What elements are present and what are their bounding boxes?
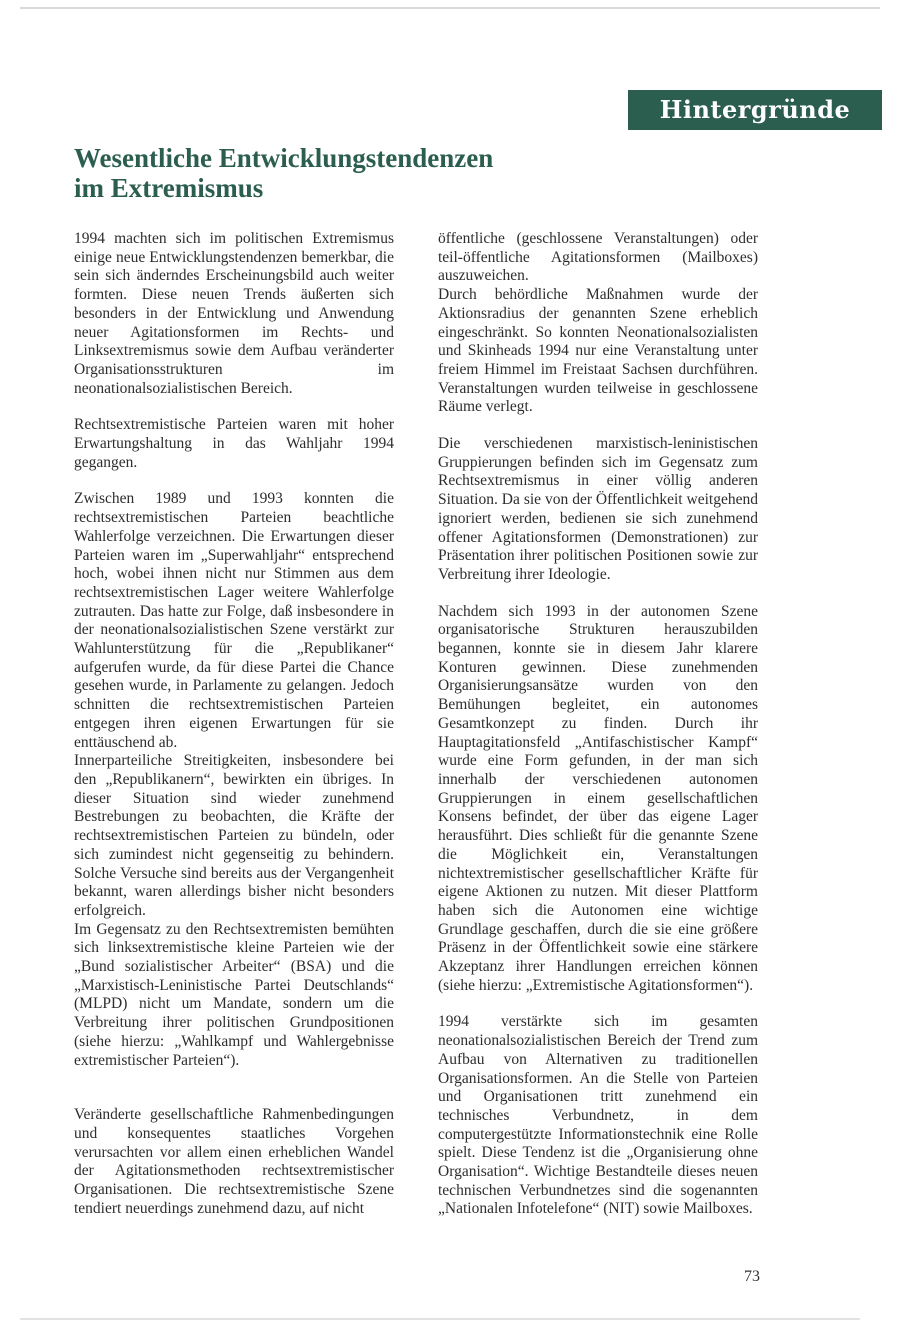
section-label: Hintergründe [628, 90, 882, 130]
paragraph: Durch behördliche Maßnahmen wurde der Aktionsradius der genannten Szene erheblich eingeschränkt. So konnten Neonationalsozialisten und Skinheads 1994 nur eine Veranstaltung unter freiem Himmel im Freistaat Sachsen durchführen. Veranstaltungen wurden teilweise in geschlossene Räume verlegt. [438, 286, 758, 416]
paragraph: Die verschiedenen marxistisch-leninistischen Gruppierungen befinden sich im Gegensatz zum Rechtsextremismus in einer völlig anderen Situation. Da sie von der Öffentlichkeit weitgehend ignoriert werden, bedienen sie sich zunehmend offener Agitationsformen (Demonstrationen) zur Präsentation ihrer politischen Positionen sowie zur Verbreitung ihrer Ideologie. [438, 435, 758, 583]
paragraph: Innerparteiliche Streitigkeiten, insbesondere bei den „Republikanern“, bewirkten ein übriges. In dieser Situation sind wieder zunehmend Bestrebungen zu beobachten, die Kräfte der rechtsextremistischen Parteien zu bündeln, oder sich zumindest nicht gegenseitig zu behindern. Solche Versuche sind bereits aus der Vergangenheit bekannt, waren allerdings bisher nicht besonders erfolgreich. [74, 752, 394, 919]
paragraph: Nachdem sich 1993 in der autonomen Szene organisatorische Strukturen herauszubilden begannen, konnte sie in diesem Jahr klarere Konturen gewinnen. Diese zunehmenden Organisierungsansätze wurden von den Bemühungen begleitet, ein autonomes Gesamtkonzept zu finden. Durch ihr Hauptagitationsfeld „Antifaschistischer Kampf“ wurde eine Form gefunden, in der man sich innerhalb der verschiedenen autonomen Gruppierungen in einem gesellschaftlichen Konsens befindet, der über das eigene Lager herausführt. Dies schließt für die genannte Szene die Möglichkeit ein, Veranstaltungen nichtextremistischer gesellschaftlicher Kräfte für eigene Aktionen zu nutzen. Mit dieser Plattform haben sich die Autonomen eine wichtige Grundlage geschaffen, durch die sie eine größere Präsenz in der Öffentlichkeit sowie eine stärkere Akzeptanz ihrer Handlungen erreichen können (siehe hierzu: „Extremistische Agitationsformen“). [438, 602, 758, 994]
page-number: 73 [744, 1268, 760, 1285]
right-column [438, 230, 758, 1219]
bottom-rule [20, 1318, 860, 1320]
title-line-1: Wesentliche Entwicklungstendenzen [74, 143, 494, 173]
paragraph: Im Gegensatz zu den Rechtsextremisten bemühten sich linksextremistische kleine Parteien wie der „Bund sozialistischer Arbeiter“ (BSA) und die „Marxistisch-Leninistische Partei Deutschlands“ (MLPD) nicht um Mandate, sondern um die Verbreitung ihrer politischen Grundpositionen (siehe hierzu: „Wahlkampf und Wahlergebnisse extremistischer Parteien“). [74, 920, 394, 1069]
paragraph: Veränderte gesellschaftliche Rahmenbedingungen und konsequentes staatliches Vorgehen verursachten vor allem einen erheblichen Wandel der Agitationsmethoden rechtsextremistischer Organisationen. Die rechtsextremistische Szene tendiert neuerdings zunehmend dazu, auf nicht [74, 1106, 394, 1217]
paragraph: 1994 machten sich im politischen Extremismus einige neue Entwicklungstendenzen bemerkbar, die sein sich änderndes Erscheinungsbild auch weiter formten. Diese neuen Trends äußerten sich besonders in der Entwicklung und Anwendung neuer Agitationsformen im Rechts- und Linksextremismus sowie dem Aufbau veränderter Organisationsstrukturen im neonationalsozialistischen Bereich. [74, 230, 394, 397]
paragraph: Zwischen 1989 und 1993 konnten die rechtsextremistischen Parteien beachtliche Wahlerfolge verzeichnen. Die Erwartungen dieser Parteien waren im „Superwahljahr“ entsprechend hoch, wobei ihnen nicht nur Stimmen aus dem rechtsextremistischen Lager weitere Wahlerfolge zutrauten. Das hatte zur Folge, daß insbesondere in der neonationalsozialistischen Szene verstärkt zur Wahlunterstützung für die „Republikaner“ aufgerufen wurde, da für diese Partei die Chance gesehen wurde, in Parlamente zu gelangen. Jedoch schnitten die rechtsextremistischen Parteien entgegen ihren eigenen Erwartungen für sie enttäuschend ab. [74, 490, 394, 751]
top-rule [20, 7, 880, 9]
article-title [74, 143, 594, 203]
title-line-2: im Extremismus [74, 173, 264, 203]
paragraph: 1994 verstärkte sich im gesamten neonationalsozialistischen Bereich der Trend zum Aufbau von Alternativen zu traditionellen Organisationsformen. An die Stelle von Parteien und Organisationen tritt zunehmend ein technisches Verbundnetz, in dem computergestützte Informationstechnik eine Rolle spielt. Diese Tendenz ist die „Organisierung ohne Organisation“. Wichtige Bestandteile dieses neuen technischen Verbundnetzes sind die sogenannten „Nationalen Infotelefone“ (NIT) sowie Mailboxes. [438, 1013, 758, 1218]
paragraph: öffentliche (geschlossene Veranstaltungen) oder teil-öffentliche Agitationsformen (Mailboxes) auszuweichen. [438, 230, 758, 285]
left-column [74, 230, 394, 1218]
paragraph: Rechtsextremistische Parteien waren mit hoher Erwartungshaltung in das Wahljahr 1994 gegangen. [74, 416, 394, 471]
